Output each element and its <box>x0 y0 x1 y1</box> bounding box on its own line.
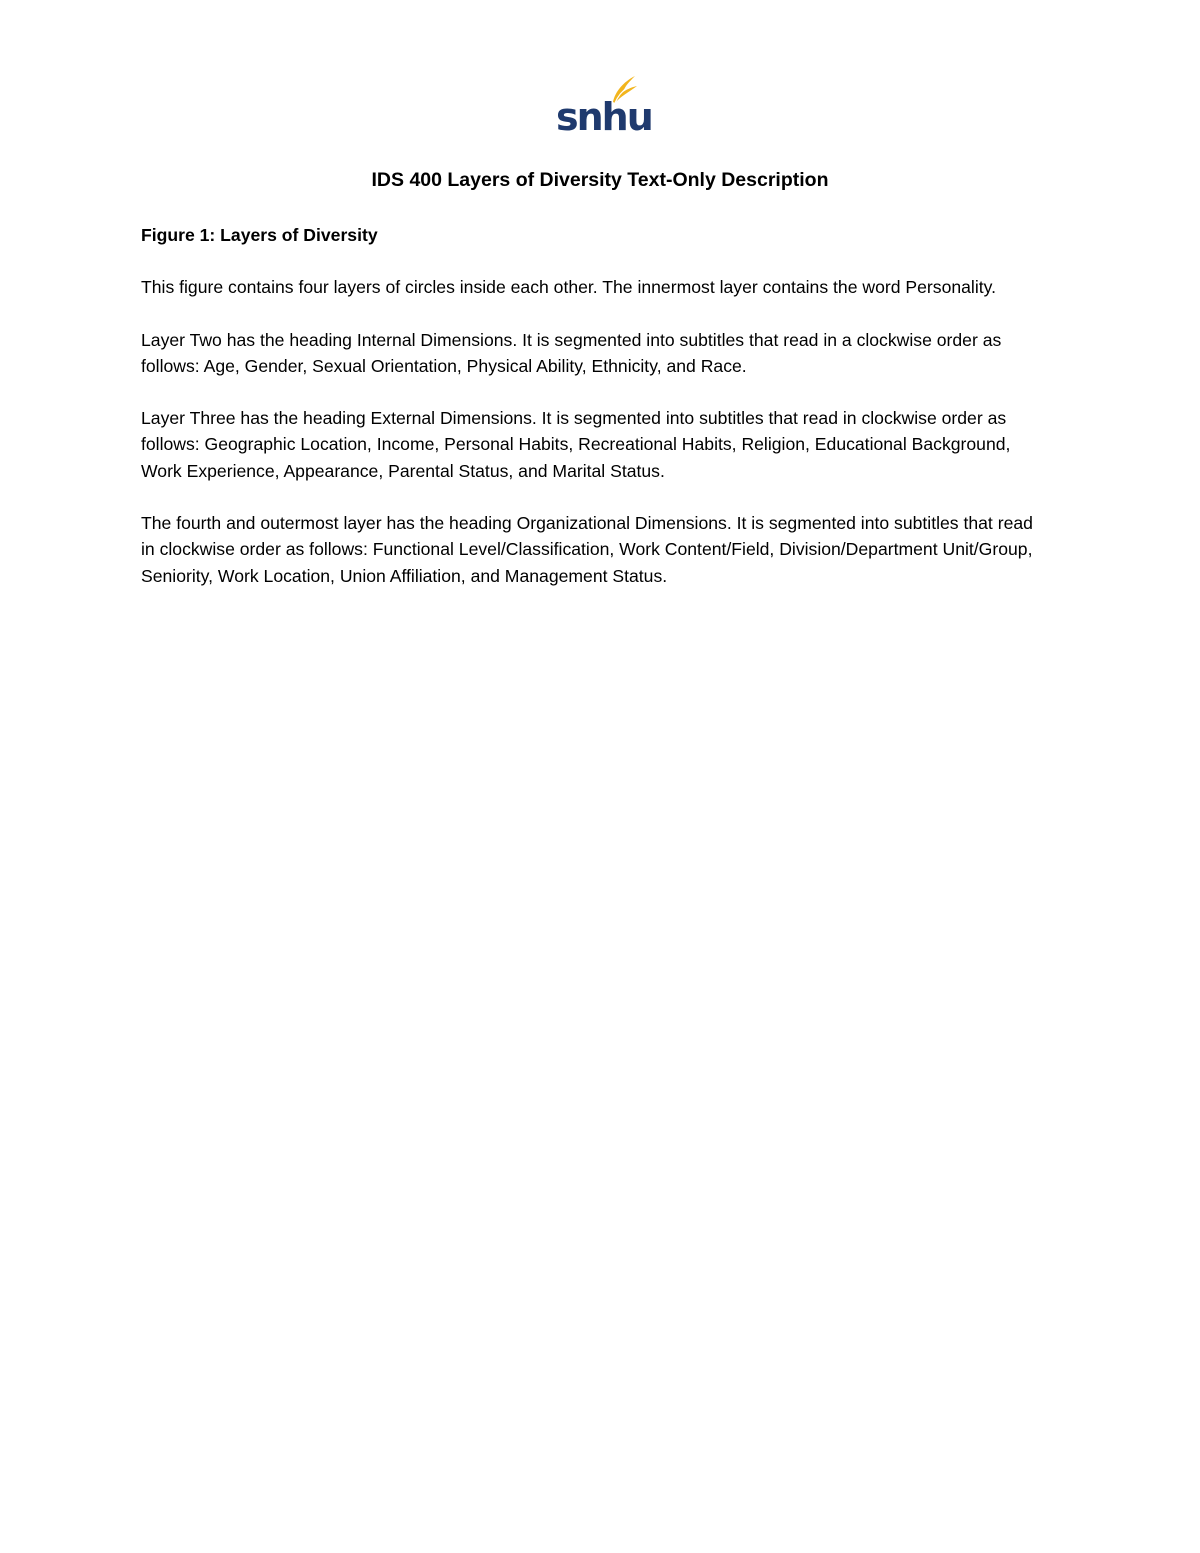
logo-wordmark: snhu <box>556 95 652 139</box>
paragraph-layer-four: The fourth and outermost layer has the heading Organizational Dimensions. It is segmented into subtitles that read in clockwise order as follows: Functional Level/Classification, Work Content/Field, Division/Department Unit/Group, Seniority, Work Location, Union Affiliation, and Management Status. <box>141 513 1033 586</box>
document-title: IDS 400 Layers of Diversity Text-Only Description <box>371 169 829 191</box>
document-body <box>141 222 1046 615</box>
snhu-logo-graphic <box>555 72 652 139</box>
paragraph-innermost-layer: This figure contains four layers of circles inside each other. The innermost layer contains the word Personality. <box>141 277 997 298</box>
figure-heading: Figure 1: Layers of Diversity <box>141 225 378 245</box>
paragraph-layer-two: Layer Two has the heading Internal Dimensions. It is segmented into subtitles that read in a clockwise order as follows: Age, Gender, Sexual Orientation, Physical Ability, Ethnicity, and Race. <box>141 329 1002 376</box>
paragraph-layer-three: Layer Three has the heading External Dimensions. It is segmented into subtitles that read in clockwise order as follows: Geographic Location, Income, Personal Habits, Recreational Habits, Religion, Educational Background, Work Experience, Appearance, Parental Status, and Marital Status. <box>141 408 1011 481</box>
snhu-logo <box>555 72 652 139</box>
